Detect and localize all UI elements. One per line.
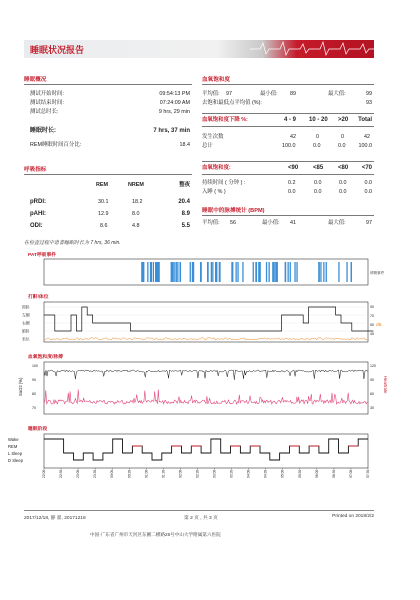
time-tick-label: 03:00 [212, 469, 217, 478]
time-tick-label: 01:30 [161, 469, 166, 478]
pat-event-bar [272, 262, 273, 282]
time-tick-label: 01:00 [144, 469, 149, 478]
sleep-time-note: 在检查过程中患者睡眠时长为 7 hrs, 36 min. [24, 240, 121, 246]
time-tick-label: 07:30 [366, 469, 370, 478]
pat-side-label: 呼吸事件 [370, 271, 385, 275]
spo2-frame [44, 362, 368, 414]
respiratory-header-row: REM NREM 整夜 [96, 182, 190, 188]
pat-event-bar [159, 262, 160, 282]
oxygen-stats-row: 平均值: 97 最小值: 89 最大值: 99 [202, 91, 372, 97]
summary-row-start: 测试开始时间: 09:54:13 PM [30, 91, 190, 97]
stage-level-label: Wake [8, 437, 19, 442]
time-tick-label: 22:00 [42, 469, 46, 478]
pat-event-bar [141, 262, 142, 282]
pat-event-bar [285, 262, 286, 282]
time-tick-label: 02:30 [195, 469, 200, 478]
pat-event-bar [211, 262, 212, 282]
snore-db-tick: 40 [370, 332, 374, 336]
footer-printed: Printed on 2018/2/2 [332, 514, 374, 519]
desat-row-count: 发生次数 42 0 0 42 [202, 134, 370, 140]
time-tick-label: 00:30 [127, 469, 132, 478]
sleep-summary-section [24, 75, 192, 155]
pat-event-bar [346, 262, 347, 282]
pat-event-bar [153, 262, 154, 282]
time-tick-label: 22:30 [59, 469, 64, 478]
spo2-tick: 90 [32, 378, 36, 382]
stage-frame [44, 434, 368, 468]
pat-event-bar [260, 262, 261, 282]
pat-event-bar [258, 262, 259, 282]
report-title: 睡眠状况报告 [30, 45, 85, 55]
pat-event-bar [150, 262, 151, 282]
pat-event-bar [236, 262, 237, 282]
pat-title: PAT呼吸事件 [28, 253, 57, 258]
stage-level-label: D Sleep [8, 458, 23, 463]
spo2-trace [44, 370, 368, 380]
pat-event-bar [237, 262, 238, 282]
pat-event-bar [155, 262, 156, 282]
snore-level-label: 仰卧 [22, 305, 30, 310]
pat-event-bar [269, 262, 270, 282]
snore-db-unit: dB [376, 322, 382, 327]
stage-title: 睡眠阶段 [28, 427, 48, 432]
pat-event-bar [176, 262, 177, 282]
pat-event-bar [320, 262, 321, 282]
pat-event-bar [276, 262, 277, 282]
pulse-title: 睡眠中的脉搏统计 (BPM) [202, 208, 265, 214]
desat-row-total: 总计 100.0 0.0 0.0 100.0 [202, 143, 372, 149]
pat-event-bar [157, 262, 158, 282]
pat-event-bar [180, 262, 181, 282]
pat-event-bar [147, 262, 148, 282]
pat-event-bar [296, 262, 297, 282]
desat-header-row: 血氧饱和度下降 %: 4 - 9 10 - 20 >20 Total [202, 117, 372, 123]
respiratory-title: 呼吸指标 [24, 167, 47, 173]
footer-address: 中国·广东省广州市天河区东圃二横路26号中山大学附属第六医院 [90, 532, 221, 537]
pat-event-bar [326, 262, 327, 282]
pat-event-bar [200, 262, 201, 282]
snore-level-label: 俯卧 [22, 329, 30, 334]
time-tick-label: 23:30 [93, 469, 98, 478]
pat-event-bar [174, 262, 175, 282]
time-tick-label: 05:30 [297, 469, 302, 478]
stage-level-label: L Sleep [8, 451, 23, 456]
spo2-tick: 70 [32, 406, 36, 410]
time-tick-label: 07:00 [348, 469, 353, 478]
pat-event-bar [242, 262, 243, 282]
time-tick-label: 02:00 [178, 469, 183, 478]
stage-trace [44, 439, 368, 460]
pat-event-bar [318, 262, 319, 282]
summary-row-sleep-time: 睡眠时长: 7 hrs, 37 min [30, 128, 190, 134]
time-tick-label: 04:00 [246, 469, 251, 478]
pat-event-bar [351, 262, 352, 282]
pat-event-bar [231, 262, 232, 282]
snore-level-label: 左侧 [22, 313, 30, 318]
snore-db-tick: 50 [370, 323, 374, 327]
pulse-tick: 30 [370, 406, 374, 410]
range-header-row: 血氧饱和度: <90 <85 <80 <70 [202, 165, 372, 171]
pulse-trace [44, 390, 368, 405]
pat-event-bar [177, 262, 178, 282]
pat-event-bar [266, 262, 267, 282]
spo2-tick: 80 [32, 392, 36, 396]
time-tick-label: 06:00 [314, 469, 319, 478]
sleep-summary-title: 睡眠概况 [24, 77, 47, 83]
spo2-tick: 100 [32, 364, 38, 368]
respiratory-row-prdi: pRDI: 30.1 18.2 20.4 [30, 199, 190, 205]
range-row-percent: 入睡 ( % ) 0.0 0.0 0.0 0.0 [202, 189, 372, 195]
respiratory-section [24, 165, 192, 235]
snore-db-tick: 90 [370, 305, 374, 309]
pulse-stats-row: 平均值: 56 最小值: 41 最大值: 97 [202, 220, 372, 226]
sleep-charts [0, 250, 420, 510]
ecg-wave-decoration [250, 40, 374, 58]
pat-event-bar [207, 262, 208, 282]
time-tick-label: 06:30 [331, 469, 336, 478]
respiratory-row-odi: ODI: 8.6 4.8 5.5 [30, 223, 190, 229]
pat-event-bar [323, 262, 324, 282]
pulse-tick: 90 [370, 378, 374, 382]
footer-divider [24, 510, 374, 511]
pat-event-bar [288, 262, 289, 282]
pulse-tick: 120 [370, 364, 376, 368]
time-tick-label: 23:00 [76, 469, 81, 478]
respiratory-row-pahi: pAHI: 12.9 8.0 8.9 [30, 211, 190, 217]
pat-event-bar [274, 262, 275, 282]
pulse-tick: 60 [370, 392, 374, 396]
pat-event-bar [215, 262, 216, 282]
pulse-axis-label: Heartrate [383, 376, 388, 394]
pat-event-bar [171, 262, 172, 282]
oxygen-title: 血氧饱和度 [202, 77, 230, 83]
footer-page: 第 2 页 , 共 3 页 [184, 516, 218, 521]
pat-event-bar [219, 262, 220, 282]
pat-event-bar [294, 262, 295, 282]
pat-event-bar [253, 262, 254, 282]
spo2-title: 血氧饱和度/脉搏 [28, 355, 63, 360]
time-tick-label: 04:30 [263, 469, 268, 478]
snore-trace [44, 338, 368, 341]
summary-row-duration: 测试总时长: 9 hrs, 29 min [30, 109, 190, 115]
summary-row-rem: REM睡眠时间百分比: 18.4 [30, 142, 190, 148]
pat-event-bar [190, 262, 191, 282]
spo2-axis-label: SaO2 (%) [18, 377, 23, 396]
pat-event-bar [172, 262, 173, 282]
snore-title: 打鼾/体位 [28, 295, 49, 300]
oxygen-section [202, 75, 374, 225]
pat-event-bar [338, 262, 339, 282]
pat-event-bar [212, 262, 213, 282]
pat-event-bar [290, 262, 291, 282]
snore-db-tick: 70 [370, 314, 374, 318]
pat-event-bar [256, 262, 257, 282]
pat-event-bar [193, 262, 194, 282]
time-tick-label: 00:00 [110, 469, 115, 478]
oxygen-desat-mean-row: 去饱和最低点平均值 (%): 93 [202, 100, 372, 106]
summary-row-end: 测试结束时间: 07:24:09 AM [30, 100, 190, 106]
snore-level-label: 坐位 [22, 337, 30, 342]
footer-left: 2017/12/18, 静 翟, 20171218 [24, 516, 86, 521]
range-row-duration: 持续时间 ( 分钟 ) : 0.2 0.0 0.0 0.0 [202, 180, 372, 186]
position-trace [44, 307, 373, 331]
time-tick-label: 03:30 [229, 469, 234, 478]
stage-level-label: REM [8, 444, 18, 449]
time-tick-label: 05:00 [280, 469, 285, 478]
snore-level-label: 右侧 [22, 321, 30, 326]
